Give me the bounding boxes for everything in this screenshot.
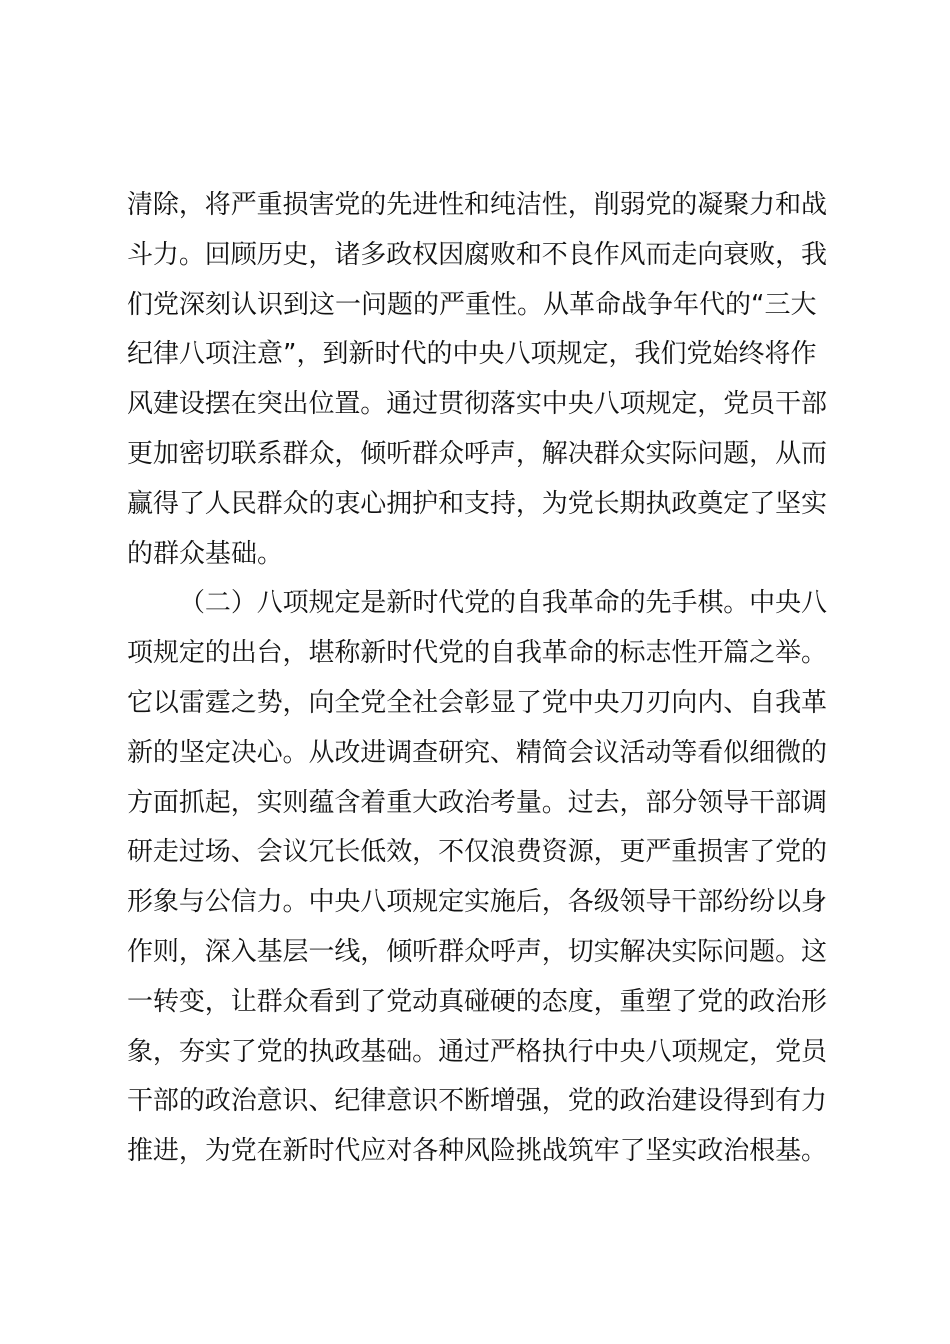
text-line: 干部的政治意识、纪律意识不断增强，党的政治建设得到有力 <box>127 1086 827 1117</box>
body-text <box>127 181 827 1177</box>
text-line: 方面抓起，实则蕴含着重大政治考量。过去，部分领导干部调 <box>127 787 827 818</box>
text-line: 研走过场、会议冗长低效，不仅浪费资源，更严重损害了党的 <box>127 837 827 868</box>
text-line: 风建设摆在突出位置。通过贯彻落实中央八项规定，党员干部 <box>127 389 827 420</box>
text-line: 的群众基础。 <box>127 538 284 569</box>
text-line: 清除，将严重损害党的先进性和纯洁性，削弱党的凝聚力和战 <box>127 190 827 220</box>
section-heading-line: （二）八项规定是新时代党的自我革命的先手棋。中央八 <box>179 588 827 619</box>
text-line: 更加密切联系群众，倾听群众呼声，解决群众实际问题，从而 <box>127 438 827 469</box>
text-line: 项规定的出台，堪称新时代党的自我革命的标志性开篇之举。 <box>127 638 827 669</box>
text-line: 象，夯实了党的执政基础。通过严格执行中央八项规定，党员 <box>127 1036 827 1067</box>
text-line: 纪律八项注意”，到新时代的中央八项规定，我们党始终将作 <box>127 339 817 370</box>
text-line: 推进，为党在新时代应对各种风险挑战筑牢了坚实政治根基。 <box>127 1136 827 1167</box>
text-line: 它以雷霆之势，向全党全社会彰显了党中央刀刃向内、自我革 <box>127 687 827 718</box>
text-line: 们党深刻认识到这一问题的严重性。从革命战争年代的“三大 <box>127 289 817 320</box>
text-line: 作则，深入基层一线，倾听群众呼声，切实解决实际问题。这 <box>127 936 827 967</box>
text-line: 一转变，让群众看到了党动真碰硬的态度，重塑了党的政治形 <box>127 986 827 1017</box>
text-line: 形象与公信力。中央八项规定实施后，各级领导干部纷纷以身 <box>127 887 827 918</box>
text-line: 赢得了人民群众的衷心拥护和支持，为党长期执政奠定了坚实 <box>127 488 827 519</box>
text-line: 斗力。回顾历史，诸多政权因腐败和不良作风而走向衰败，我 <box>127 239 827 270</box>
text-line: 新的坚定决心。从改进调查研究、精简会议活动等看似细微的 <box>127 737 827 768</box>
